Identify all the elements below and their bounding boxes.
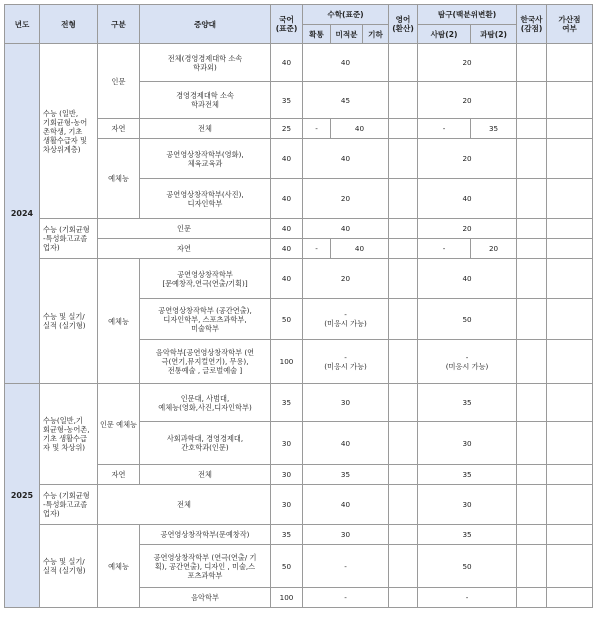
history-cell xyxy=(517,384,547,422)
korean-cell: 30 xyxy=(271,485,303,525)
header-math: 수학(표준) xyxy=(303,5,389,25)
korean-cell: 35 xyxy=(271,384,303,422)
table-row xyxy=(5,525,593,545)
division-cell: 자연 xyxy=(98,465,140,485)
inquiry-cell: - xyxy=(418,588,517,608)
korean-cell: 25 xyxy=(271,119,303,139)
history-cell xyxy=(517,119,547,139)
year-2024: 2024 xyxy=(5,44,40,384)
math-cell: 30 xyxy=(303,525,389,545)
math-cell: 40 xyxy=(303,139,389,179)
history-cell xyxy=(517,545,547,588)
major-cell: 공연영상창작학부(사진), 디자인학부 xyxy=(140,179,271,219)
inquiry-cell: 35 xyxy=(418,525,517,545)
major-cell: 전체 xyxy=(98,485,271,525)
major-cell: 사회과학대, 경영경제대, 간호학과(인문) xyxy=(140,422,271,465)
korean-cell: 30 xyxy=(271,422,303,465)
header-history: 한국사 (감점) xyxy=(517,5,547,44)
bonus-cell xyxy=(547,82,593,119)
division-cell: 자연 xyxy=(98,119,140,139)
english-cell xyxy=(389,119,418,139)
english-cell xyxy=(389,259,418,299)
math-cell: - (미응시 가능) xyxy=(303,340,389,384)
inquiry-cell: 40 xyxy=(418,179,517,219)
english-cell xyxy=(389,44,418,82)
inq-science-cell: 35 xyxy=(471,119,517,139)
inquiry-cell: 20 xyxy=(418,139,517,179)
english-cell xyxy=(389,525,418,545)
type-cell: 수능(일반,기 회균형-농어촌, 기초 생활수급 자 및 차상위) xyxy=(40,384,98,485)
math-cell: 40 xyxy=(303,219,389,239)
english-cell xyxy=(389,139,418,179)
type-cell: 수능 및 실기/ 실적 (실기형) xyxy=(40,259,98,384)
korean-cell: 100 xyxy=(271,588,303,608)
history-cell xyxy=(517,219,547,239)
english-cell xyxy=(389,340,418,384)
bonus-cell xyxy=(547,44,593,82)
english-cell xyxy=(389,465,418,485)
korean-cell: 40 xyxy=(271,239,303,259)
english-cell xyxy=(389,299,418,340)
bonus-cell xyxy=(547,422,593,465)
inq-social-cell: - xyxy=(418,239,471,259)
inquiry-cell: 30 xyxy=(418,485,517,525)
korean-cell: 40 xyxy=(271,259,303,299)
history-cell xyxy=(517,239,547,259)
english-cell xyxy=(389,179,418,219)
major-cell: 공연영상창작학부 (연극(연출/ 기 획), 공간연출), 디자인 , 미술,스 포츠과학부 xyxy=(140,545,271,588)
major-cell: 전체(경영경제대학 소속 학과외) xyxy=(140,44,271,82)
division-cell: 인문 예체능 xyxy=(98,384,140,465)
history-cell xyxy=(517,179,547,219)
table-row xyxy=(5,485,593,525)
history-cell xyxy=(517,139,547,179)
division-cell: 예체능 xyxy=(98,259,140,384)
english-cell xyxy=(389,219,418,239)
major-cell: 공연영상창작학부(문예창작) xyxy=(140,525,271,545)
english-cell xyxy=(389,384,418,422)
math-cell: 40 xyxy=(303,422,389,465)
type-cell: 수능 (기회균형 -특성화고교졸 업자) xyxy=(40,485,98,525)
major-cell: 공연영상창작학부(영화), 체육교육과 xyxy=(140,139,271,179)
header-inquiry: 탐구(백분위변환) xyxy=(418,5,517,25)
history-cell xyxy=(517,485,547,525)
type-cell: 수능 (일반, 기회균형-농어 촌학생, 기초 생활수급자 및 차상위계층) xyxy=(40,44,98,219)
table-row xyxy=(5,259,593,299)
inquiry-cell: 50 xyxy=(418,545,517,588)
header-inq-social: 사탐(2) xyxy=(418,25,471,44)
korean-cell: 40 xyxy=(271,179,303,219)
header-english: 영어 (환산) xyxy=(389,5,418,44)
type-cell: 수능 및 실기/ 실적 (실기형) xyxy=(40,525,98,608)
table-row xyxy=(5,219,593,239)
history-cell xyxy=(517,340,547,384)
table-row xyxy=(5,44,593,82)
bonus-cell xyxy=(547,259,593,299)
admission-table-container xyxy=(4,4,593,608)
bonus-cell xyxy=(547,179,593,219)
english-cell xyxy=(389,588,418,608)
history-cell xyxy=(517,259,547,299)
bonus-cell xyxy=(547,139,593,179)
header-row-1 xyxy=(5,5,593,25)
math-cell: 45 xyxy=(303,82,389,119)
bonus-cell xyxy=(547,119,593,139)
inquiry-cell: 50 xyxy=(418,299,517,340)
major-cell: 음악학부 xyxy=(140,588,271,608)
math-cell: 20 xyxy=(303,179,389,219)
bonus-cell xyxy=(547,545,593,588)
inquiry-cell: 20 xyxy=(418,44,517,82)
header-math-b: 미적분 xyxy=(331,25,363,44)
math-cell: 20 xyxy=(303,259,389,299)
korean-cell: 35 xyxy=(271,82,303,119)
english-cell xyxy=(389,239,418,259)
header-korean: 국어 (표준) xyxy=(271,5,303,44)
math-cell: - xyxy=(303,545,389,588)
korean-cell: 40 xyxy=(271,139,303,179)
math-cell: 40 xyxy=(303,485,389,525)
header-type: 전형 xyxy=(40,5,98,44)
major-cell: 전체 xyxy=(140,465,271,485)
history-cell xyxy=(517,299,547,340)
english-cell xyxy=(389,485,418,525)
math-bc-cell: 40 xyxy=(331,239,389,259)
bonus-cell xyxy=(547,485,593,525)
header-inq-science: 과탐(2) xyxy=(471,25,517,44)
inquiry-cell: - (미응시 가능) xyxy=(418,340,517,384)
major-cell: 인문대, 사범대, 예체능(영화,사진,디자인학부) xyxy=(140,384,271,422)
type-cell: 수능 (기회균형 -특성화고교졸 업자) xyxy=(40,219,98,259)
math-cell: 40 xyxy=(303,44,389,82)
bonus-cell xyxy=(547,588,593,608)
major-cell: 자연 xyxy=(98,239,271,259)
division-cell: 인문 xyxy=(98,44,140,119)
korean-cell: 30 xyxy=(271,465,303,485)
korean-cell: 40 xyxy=(271,219,303,239)
division-cell: 예체능 xyxy=(98,525,140,608)
english-cell xyxy=(389,82,418,119)
bonus-cell xyxy=(547,340,593,384)
bonus-cell xyxy=(547,384,593,422)
major-cell: 공연영상창작학부 [문예창작,연극(연출/기획)] xyxy=(140,259,271,299)
math-cell: - (미응시 가능) xyxy=(303,299,389,340)
admission-score-table xyxy=(4,4,593,608)
inquiry-cell: 20 xyxy=(418,219,517,239)
english-cell xyxy=(389,422,418,465)
korean-cell: 50 xyxy=(271,545,303,588)
korean-cell: 100 xyxy=(271,340,303,384)
inquiry-cell: 35 xyxy=(418,384,517,422)
math-cell: - xyxy=(303,588,389,608)
header-math-c: 기하 xyxy=(363,25,389,44)
major-cell: 음악학부[공연영상창작학부 (연 극(연기,뮤지컬연기), 무용), 전통예술 , 글로벌예술 ] xyxy=(140,340,271,384)
header-math-a: 확통 xyxy=(303,25,331,44)
english-cell xyxy=(389,545,418,588)
major-cell: 인문 xyxy=(98,219,271,239)
inq-social-cell: - xyxy=(418,119,471,139)
header-bonus: 가산점 여부 xyxy=(547,5,593,44)
major-cell: 전체 xyxy=(140,119,271,139)
history-cell xyxy=(517,525,547,545)
math-cell: 35 xyxy=(303,465,389,485)
history-cell xyxy=(517,465,547,485)
inquiry-cell: 35 xyxy=(418,465,517,485)
math-bc-cell: 40 xyxy=(331,119,389,139)
history-cell xyxy=(517,422,547,465)
math-a-cell: - xyxy=(303,239,331,259)
inquiry-cell: 30 xyxy=(418,422,517,465)
major-cell: 공연영상창작학부 (공간연출), 디자인학부, 스포츠과학부, 미술학부 xyxy=(140,299,271,340)
inq-science-cell: 20 xyxy=(471,239,517,259)
header-major: 증양대 xyxy=(140,5,271,44)
history-cell xyxy=(517,588,547,608)
table-row xyxy=(5,384,593,422)
major-cell: 경영경제대학 소속 학과전체 xyxy=(140,82,271,119)
inquiry-cell: 20 xyxy=(418,82,517,119)
division-cell: 예체능 xyxy=(98,139,140,219)
header-division: 구분 xyxy=(98,5,140,44)
history-cell xyxy=(517,44,547,82)
korean-cell: 35 xyxy=(271,525,303,545)
inquiry-cell: 40 xyxy=(418,259,517,299)
bonus-cell xyxy=(547,465,593,485)
header-year: 년도 xyxy=(5,5,40,44)
year-2025: 2025 xyxy=(5,384,40,608)
korean-cell: 50 xyxy=(271,299,303,340)
bonus-cell xyxy=(547,239,593,259)
math-a-cell: - xyxy=(303,119,331,139)
bonus-cell xyxy=(547,525,593,545)
bonus-cell xyxy=(547,219,593,239)
math-cell: 30 xyxy=(303,384,389,422)
korean-cell: 40 xyxy=(271,44,303,82)
history-cell xyxy=(517,82,547,119)
bonus-cell xyxy=(547,299,593,340)
